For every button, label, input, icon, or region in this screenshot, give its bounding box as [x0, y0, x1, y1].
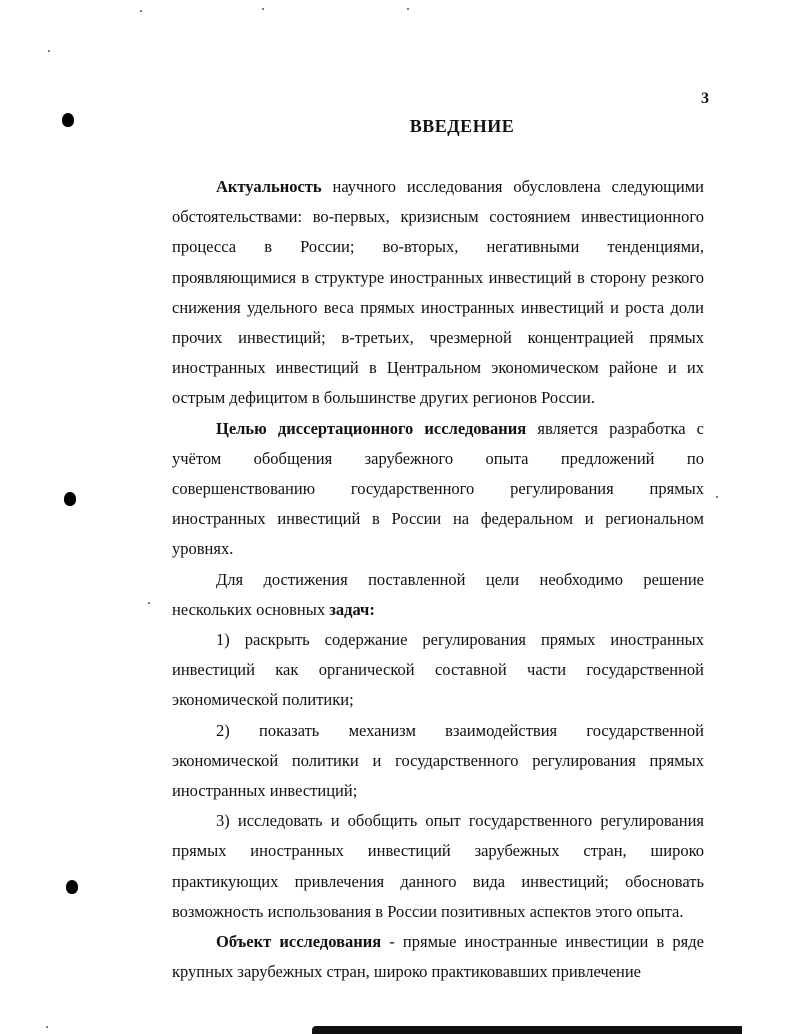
- scan-speck: [262, 8, 264, 10]
- task-item-2: 2) показать механизм взаимодействия государственной экономической политики и государственного регулирования прямых иностранных инвестиций;: [172, 720, 704, 801]
- task-item-1: 1) раскрыть содержание регулирования прямых иностранных инвестиций как органической составной части государственной экономической политики;: [172, 630, 704, 710]
- scan-speck: [48, 50, 50, 52]
- relevance-text: научного исследования обусловлена следующими обстоятельствами: во-первых, кризисным состоянием инвестиционного процесса в России; во-вторых, негативными тенденциями, проявляющимися в структуре иностранных инвестиций в сторону резкого снижения удельного веса прямых иностранных инвестиций и роста доли прочих инвестиций; в-третьих, чрезмерной концентрацией прямых иностранных инвестиций в Центральном экономическом районе и их острым дефицитом в большинстве других регионов России.: [172, 177, 704, 408]
- scan-speck: [148, 602, 150, 604]
- task-item-3: 3) исследовать и обобщить опыт государственного регулирования прямых иностранных инвестиций зарубежных стран, широко практикующих привлечения данного вида инвестиций; обосновать возможность использования в России позитивных аспектов этого опыта.: [172, 811, 704, 921]
- scan-edge-shadow: [312, 1026, 742, 1034]
- page-number: 3: [701, 90, 709, 107]
- paragraph-tasks-intro: [172, 565, 704, 625]
- scan-speck: [716, 496, 718, 498]
- scan-speck: [140, 10, 142, 12]
- goal-heading: Целью диссертационного исследования: [216, 418, 527, 438]
- page-title: ВВЕДЕНИЕ: [409, 116, 515, 136]
- scan-speck: [407, 8, 409, 10]
- tasks-heading: задач:: [329, 599, 375, 619]
- paragraph-object: [172, 927, 704, 987]
- paragraph-goal: [172, 414, 704, 565]
- object-text: - прямые иностранные инвестиции в ряде крупных зарубежных стран, широко практиковавших привлечение: [172, 932, 704, 982]
- scan-speck: [46, 1026, 48, 1028]
- object-heading: Объект исследования: [216, 932, 382, 952]
- punch-hole-mark: [64, 492, 76, 506]
- relevance-heading: Актуальность: [216, 177, 322, 196]
- body-text: [172, 172, 704, 987]
- goal-text: является разработка с учётом обобщения зарубежного опыта предложений по совершенствованию государственного регулирования прямых иностранных инвестиций в России на федеральном и региональном уровнях.: [172, 418, 704, 559]
- paragraph-relevance: [172, 172, 704, 414]
- punch-hole-mark: [66, 880, 78, 894]
- tasks-intro-text: Для достижения поставленной цели необходимо решение нескольких основных: [172, 569, 704, 619]
